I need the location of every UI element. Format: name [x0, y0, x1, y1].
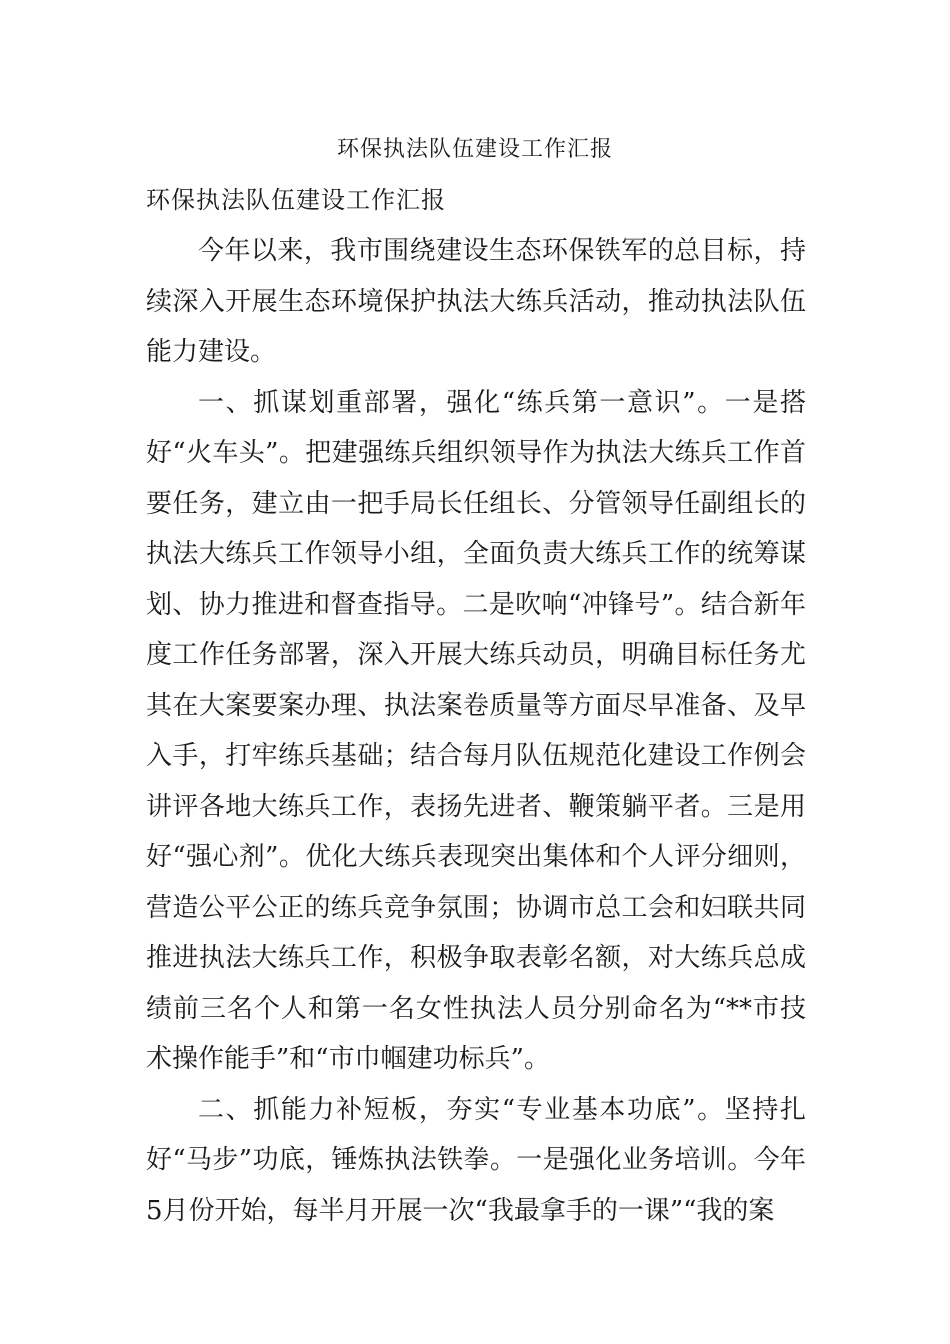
paragraph-intro: 今年以来，我市围绕建设生态环保铁军的总目标，持续深入开展生态环境保护执法大练兵活动，推动执法队伍能力建设。 [146, 236, 806, 367]
paragraph-section-one: 一、抓谋划重部署，强化“练兵第一意识”。一是搭好“火车头”。把建强练兵组织领导作为执法大练兵工作首要任务，建立由一把手局长任组长、分管领导任副组长的执法大练兵工作领导小组，全面负责大练兵工作的统筹谋划、协力推进和督查指导。二是吹响“冲锋号”。结合新年度工作任务部署，深入开展大练兵动员，明确目标任务尤其在大案要案办理、执法案卷质量等方面尽早准备、及早入手，打牢练兵基础；结合每月队伍规范化建设工作例会讲评各地大练兵工作，表扬先进者、鞭策躺平者。三是用好“强心剂”。优化大练兵表现突出集体和个人评分细则，营造公平公正的练兵竞争氛围；协调市总工会和妇联共同推进执法大练兵工作，积极争取表彰名额，对大练兵总成绩前三名个人和第一名女性执法人员分别命名为“**市技术操作能手”和“市巾帼建功标兵”。 [146, 387, 806, 1074]
document-subtitle: 环保执法队伍建设工作汇报 [146, 186, 446, 214]
document-title: 环保执法队伍建设工作汇报 [336, 137, 613, 162]
document-body [146, 226, 806, 1236]
paragraph-section-two: 二、抓能力补短板，夯实“专业基本功底”。坚持扎好“马步”功底，锤炼执法铁拳。一是强化业务培训。今年5月份开始，每半月开展一次“我最拿手的一课”“我的案 [146, 1094, 806, 1226]
